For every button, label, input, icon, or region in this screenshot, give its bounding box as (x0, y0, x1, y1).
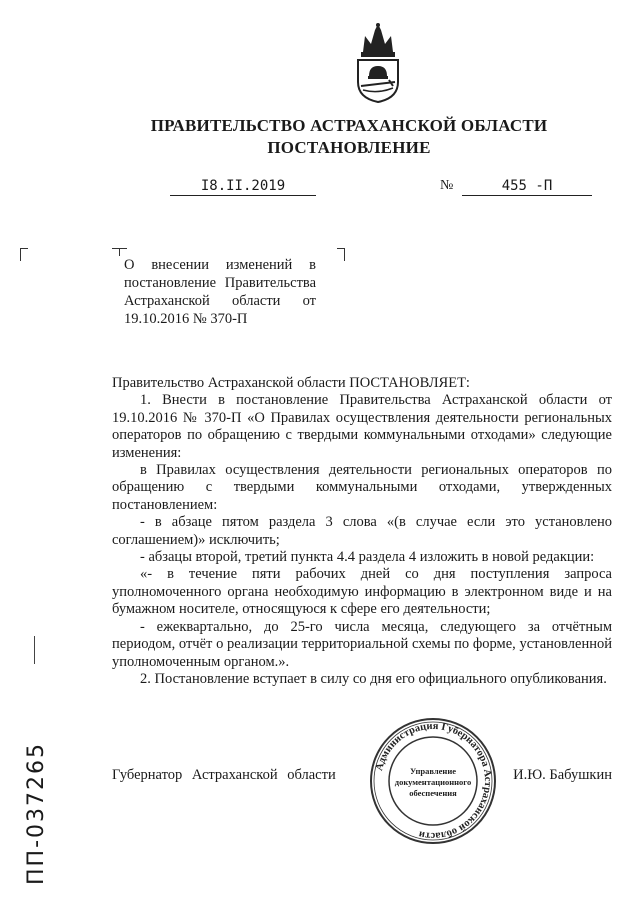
seal-ring-text: Администрация Губернатора Астраханской области (374, 720, 494, 842)
government-title: ПРАВИТЕЛЬСТВО АСТРАХАНСКОЙ ОБЛАСТИ (150, 116, 548, 135)
decree-paragraph: - абзацы второй, третий пункта 4.4 раздела 4 изложить в новой редакции: (140, 549, 595, 566)
signatory-position: Губернатор Астраханской области (112, 767, 336, 783)
decree-paragraph: 2. Постановление вступает в силу со дня его официального опубликования. (140, 670, 607, 687)
signatory-name: И.Ю. Бабушкин (513, 767, 612, 783)
signature-block (112, 767, 612, 789)
subject-corner-mark-inner (119, 248, 127, 256)
decree-number: 455 -П (462, 178, 592, 196)
left-margin-corner-mark (20, 248, 28, 261)
registry-number: ПП-037265 (24, 741, 49, 885)
seal-center-line: обеспечения (409, 788, 457, 798)
decree-paragraph: «- в течение пяти рабочих дней со дня поступления запроса уполномоченного органа необходимую информацию в электронном виде и на бумажном носителе, относящуюся к сфере его деятельности; (112, 566, 612, 618)
coat-of-arms-emblem (349, 22, 407, 104)
number-sign: № (440, 178, 454, 193)
seal-center-line: документационного (394, 777, 472, 787)
decree-preamble: Правительство Астраханской области ПОСТАНОВЛЯЕТ: (112, 375, 470, 391)
decree-date: I8.II.2019 (170, 178, 316, 196)
decree-paragraph: - в абзаце пятом раздела 3 слова «(в случае если это установлено соглашением)» исключить; (112, 514, 612, 548)
decree-paragraph: 1. Внести в постановление Правительства Астраханской области от 19.10.2016 № 370-П «О Правилах осуществления деятельности региональных операторов по обращению с твердыми коммунальными отходами» следующие изменения: (112, 392, 612, 461)
decree-paragraph: - ежеквартально, до 25-го числа месяца, следующего за отчётным периодом, отчёт о реализации территориальной схемы по форме, установленной уполномоченным органом.». (112, 618, 612, 670)
decree-subject: О внесении изменений в постановление Правительства Астраханской области от 19.10.2016 № 370-П (124, 257, 316, 327)
seal-center-line: Управление (409, 766, 457, 776)
subject-corner-mark-right (337, 248, 345, 261)
decree-paragraph: в Правилах осуществления деятельности региональных операторов по обращению с твердыми коммунальными отходами, утвержденных постановлением: (112, 462, 612, 513)
document-type-title: ПОСТАНОВЛЕНИЕ (267, 138, 431, 157)
margin-line-mark (34, 636, 35, 664)
decree-body (112, 375, 612, 688)
